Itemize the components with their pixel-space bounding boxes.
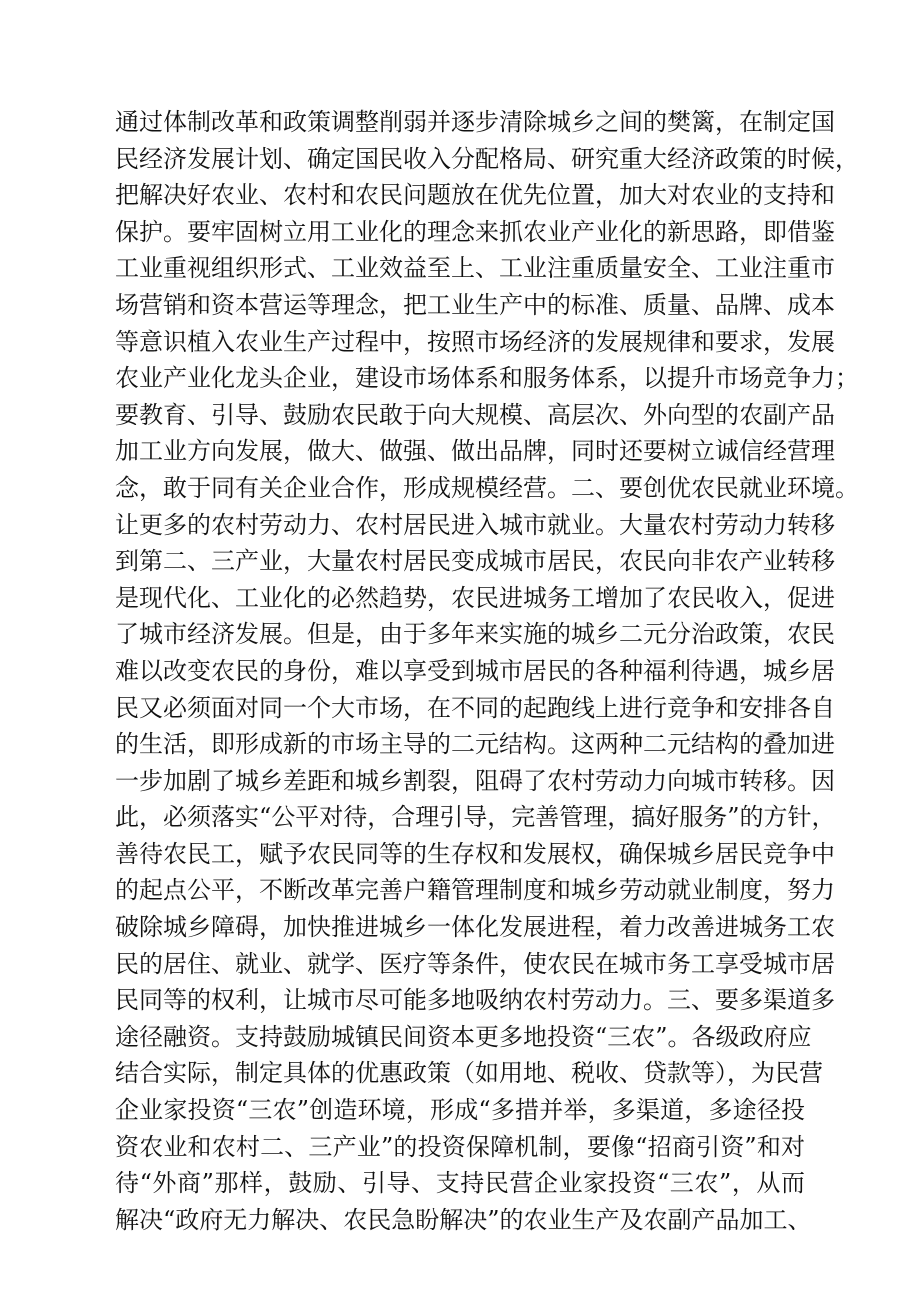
text-line: 难以改变农民的身份，难以享受到城市居民的各种福利待遇，城乡居 xyxy=(115,656,835,685)
text-line: 是现代化、工业化的必然趋势，农民进城务工增加了农民收入，促进 xyxy=(115,583,835,612)
text-line: 民经济发展计划、确定国民收入分配格局、研究重大经济政策的时候， xyxy=(115,144,859,173)
text-line: 把解决好农业、农村和农民问题放在优先位置，加大对农业的支持和 xyxy=(115,181,835,210)
text-line: 的起点公平，不断改革完善户籍管理制度和城乡劳动就业制度，努力 xyxy=(115,876,835,905)
text-line: 待“外商”那样，鼓励、引导、支持民营企业家投资“三农”，从而 xyxy=(115,1169,805,1198)
text-line: 破除城乡障碍，加快推进城乡一体化发展进程，着力改善进城务工农 xyxy=(115,913,835,942)
text-line: 场营销和资本营运等理念，把工业生产中的标准、质量、品牌、成本 xyxy=(115,290,835,319)
text-line: 保护。要牢固树立用工业化的理念来抓农业产业化的新思路，即借鉴 xyxy=(115,217,835,246)
text-line: 了城市经济发展。但是，由于多年来实施的城乡二元分治政策，农民 xyxy=(115,620,835,649)
text-line: 农业产业化龙头企业，建设市场体系和服务体系，以提升市场竞争力； xyxy=(115,364,859,393)
text-line: 善待农民工，赋予农民同等的生存权和发展权，确保城乡居民竞争中 xyxy=(115,839,835,868)
text-line: 通过体制改革和政策调整削弱并逐步清除城乡之间的樊篱，在制定国 xyxy=(115,108,835,136)
text-line: 途径融资。支持鼓励城镇民间资本更多地投资“三农”。各级政府应 xyxy=(115,1022,812,1051)
text-line: 让更多的农村劳动力、农村居民进入城市就业。大量农村劳动力转移 xyxy=(115,510,835,539)
text-line: 民的居住、就业、就学、医疗等条件，使农民在城市务工享受城市居 xyxy=(115,949,835,978)
text-line: 民又必须面对同一个大市场，在不同的起跑线上进行竞争和安排各自 xyxy=(115,693,835,722)
text-line: 解决“政府无力解决、农民急盼解决”的农业生产及农副产品加工、 xyxy=(115,1205,812,1234)
text-line: 加工业方向发展，做大、做强、做出品牌，同时还要树立诚信经营理 xyxy=(115,437,835,466)
text-line: 的生活，即形成新的市场主导的二元结构。这两种二元结构的叠加进 xyxy=(115,730,835,759)
text-line: 念，敢于同有关企业合作，形成规模经营。二、要创优农民就业环境。 xyxy=(115,473,859,502)
text-line: 结合实际，制定具体的优惠政策（如用地、税收、贷款等），为民营 xyxy=(115,1059,823,1088)
text-line: 到第二、三产业，大量农村居民变成城市居民，农民向非农产业转移 xyxy=(115,547,835,576)
text-line: 民同等的权利，让城市尽可能多地吸纳农村劳动力。三、要多渠道多 xyxy=(115,986,835,1015)
text-line: 资农业和农村二、三产业”的投资保障机制，要像“招商引资”和对 xyxy=(115,1132,805,1161)
text-line: 工业重视组织形式、工业效益至上、工业注重质量安全、工业注重市 xyxy=(115,254,835,283)
text-line: 此，必须落实“公平对待，合理引导，完善管理，搞好服务”的方针， xyxy=(115,803,836,832)
text-line: 一步加剧了城乡差距和城乡割裂，阻碍了农村劳动力向城市转移。因 xyxy=(115,766,835,795)
body-paragraph xyxy=(115,104,859,1238)
text-line: 企业家投资“三农”创造环境，形成“多措并举，多渠道，多途径投 xyxy=(115,1096,805,1125)
text-line: 要教育、引导、鼓励农民敢于向大规模、高层次、外向型的农副产品 xyxy=(115,400,835,429)
text-line: 等意识植入农业生产过程中，按照市场经济的发展规律和要求，发展 xyxy=(115,327,835,356)
